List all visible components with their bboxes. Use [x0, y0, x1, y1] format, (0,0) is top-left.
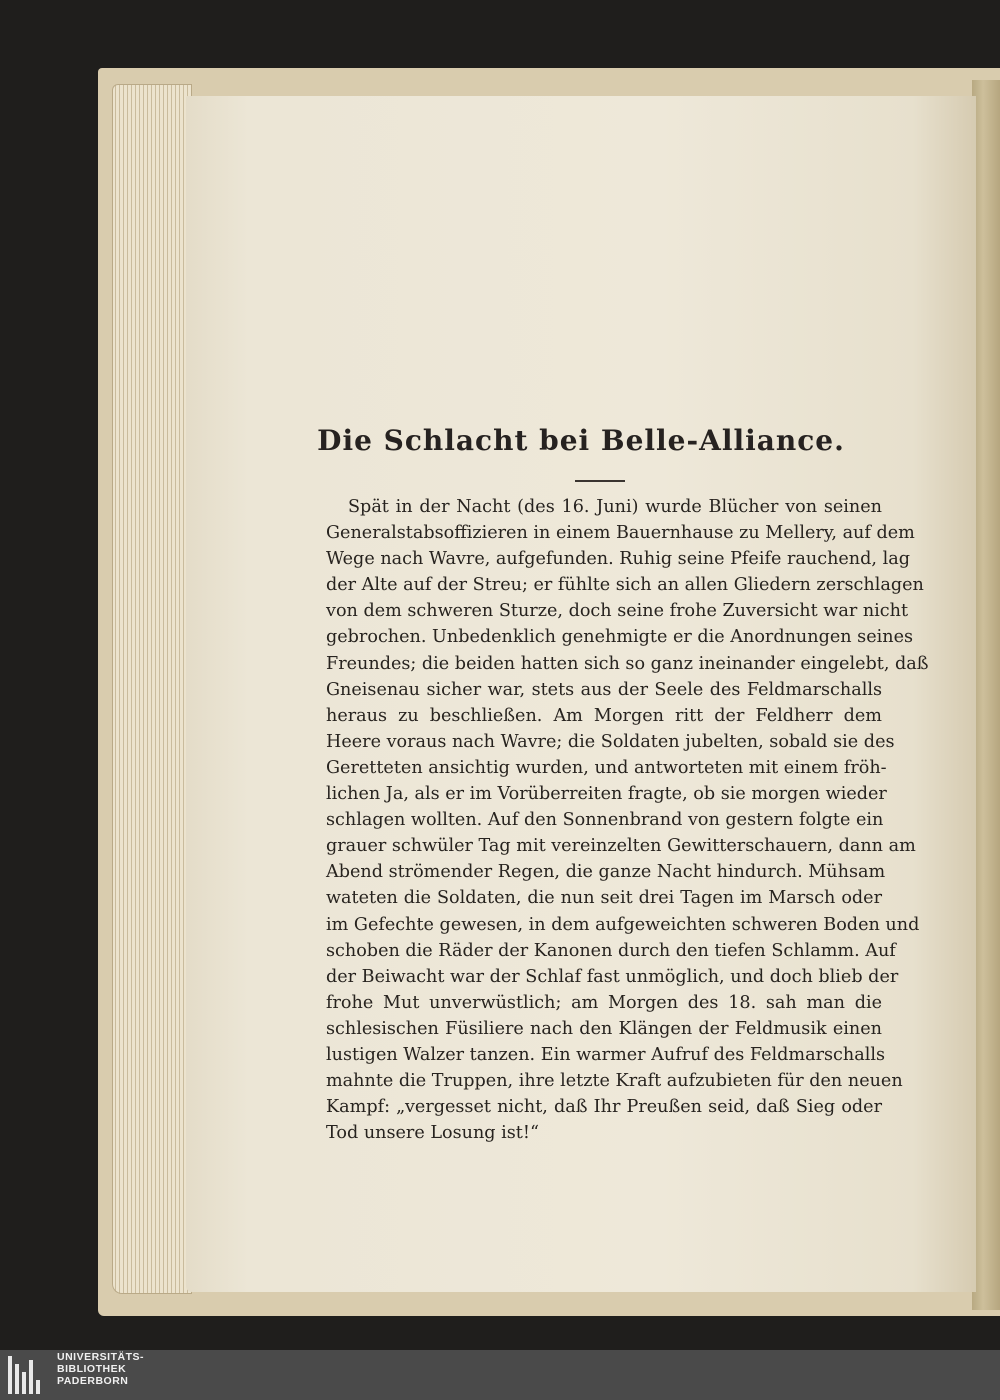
- text-line: frohe Mut unverwüstlich; am Morgen des 18. sah man die: [326, 992, 882, 1013]
- body-text: [326, 494, 929, 1146]
- text-line: der Beiwacht war der Schlaf fast unmöglich, und doch blieb der: [326, 966, 899, 987]
- text-line: Wege nach Wavre, aufgefunden. Ruhig seine Pfeife rauchend, lag: [326, 549, 910, 570]
- text-line: grauer schwüler Tag mit vereinzelten Gewitterschauern, dann am: [326, 836, 916, 857]
- text-line: Tod unsere Losung ist!“: [326, 1123, 539, 1144]
- book-spine: [972, 80, 1000, 1310]
- text-line: lustigen Walzer tanzen. Ein warmer Aufruf des Feldmarschalls: [326, 1044, 885, 1065]
- library-name-line: PADERBORN: [57, 1375, 129, 1387]
- library-name-line: UNIVERSITÄTS-: [57, 1351, 145, 1363]
- library-name-line: BIBLIOTHEK: [57, 1363, 127, 1375]
- text-line: der Alte auf der Streu; er fühlte sich an allen Gliedern zerschlagen: [326, 575, 924, 596]
- text-line: lichen Ja, als er im Vorüberreiten fragte, ob sie morgen wieder: [326, 784, 887, 805]
- text-line: schoben die Räder der Kanonen durch den tiefen Schlamm. Auf: [326, 940, 896, 961]
- text-line: im Gefechte gewesen, in dem aufgeweichten schweren Boden und: [326, 914, 920, 935]
- library-logo-icon: [8, 1356, 48, 1394]
- text-line: Spät in der Nacht (des 16. Juni) wurde Blücher von seinen: [348, 497, 882, 517]
- text-line: schlagen wollten. Auf den Sonnenbrand von gestern folgte ein: [326, 810, 884, 831]
- chapter-title: Die Schlacht bei Belle-Alliance.: [317, 424, 845, 457]
- text-line: Heere voraus nach Wavre; die Soldaten jubelten, sobald sie des: [326, 731, 895, 752]
- library-logo-text: [57, 1351, 257, 1387]
- text-line: wateten die Soldaten, die nun seit drei Tagen im Marsch oder: [326, 888, 882, 909]
- page-edges: [112, 84, 192, 1294]
- text-line: Gneisenau sicher war, stets aus der Seele des Feldmarschalls: [326, 679, 882, 700]
- text-line: Geretteten ansichtig wurden, und antworteten mit einem fröh-: [326, 757, 887, 778]
- text-line: mahnte die Truppen, ihre letzte Kraft aufzubieten für den neuen: [326, 1071, 903, 1092]
- text-line: gebrochen. Unbedenklich genehmigte er die Anordnungen seines: [326, 627, 914, 648]
- text-line: Kampf: „vergesset nicht, daß Ihr Preußen seid, daß Sieg oder: [326, 1097, 882, 1118]
- title-rule: [575, 480, 625, 482]
- text-line: von dem schweren Sturze, doch seine frohe Zuversicht war nicht: [326, 601, 909, 622]
- text-line: Generalstabsoffizieren in einem Bauernhause zu Mellery, auf dem: [326, 523, 915, 544]
- text-line: Abend strömender Regen, die ganze Nacht hindurch. Mühsam: [326, 862, 886, 883]
- text-line: heraus zu beschließen. Am Morgen ritt der Feldherr dem: [326, 705, 882, 726]
- text-line: Freundes; die beiden hatten sich so ganz ineinander eingelebt, daß: [326, 653, 929, 674]
- text-line: schlesischen Füsiliere nach den Klängen der Feldmusik einen: [326, 1018, 882, 1039]
